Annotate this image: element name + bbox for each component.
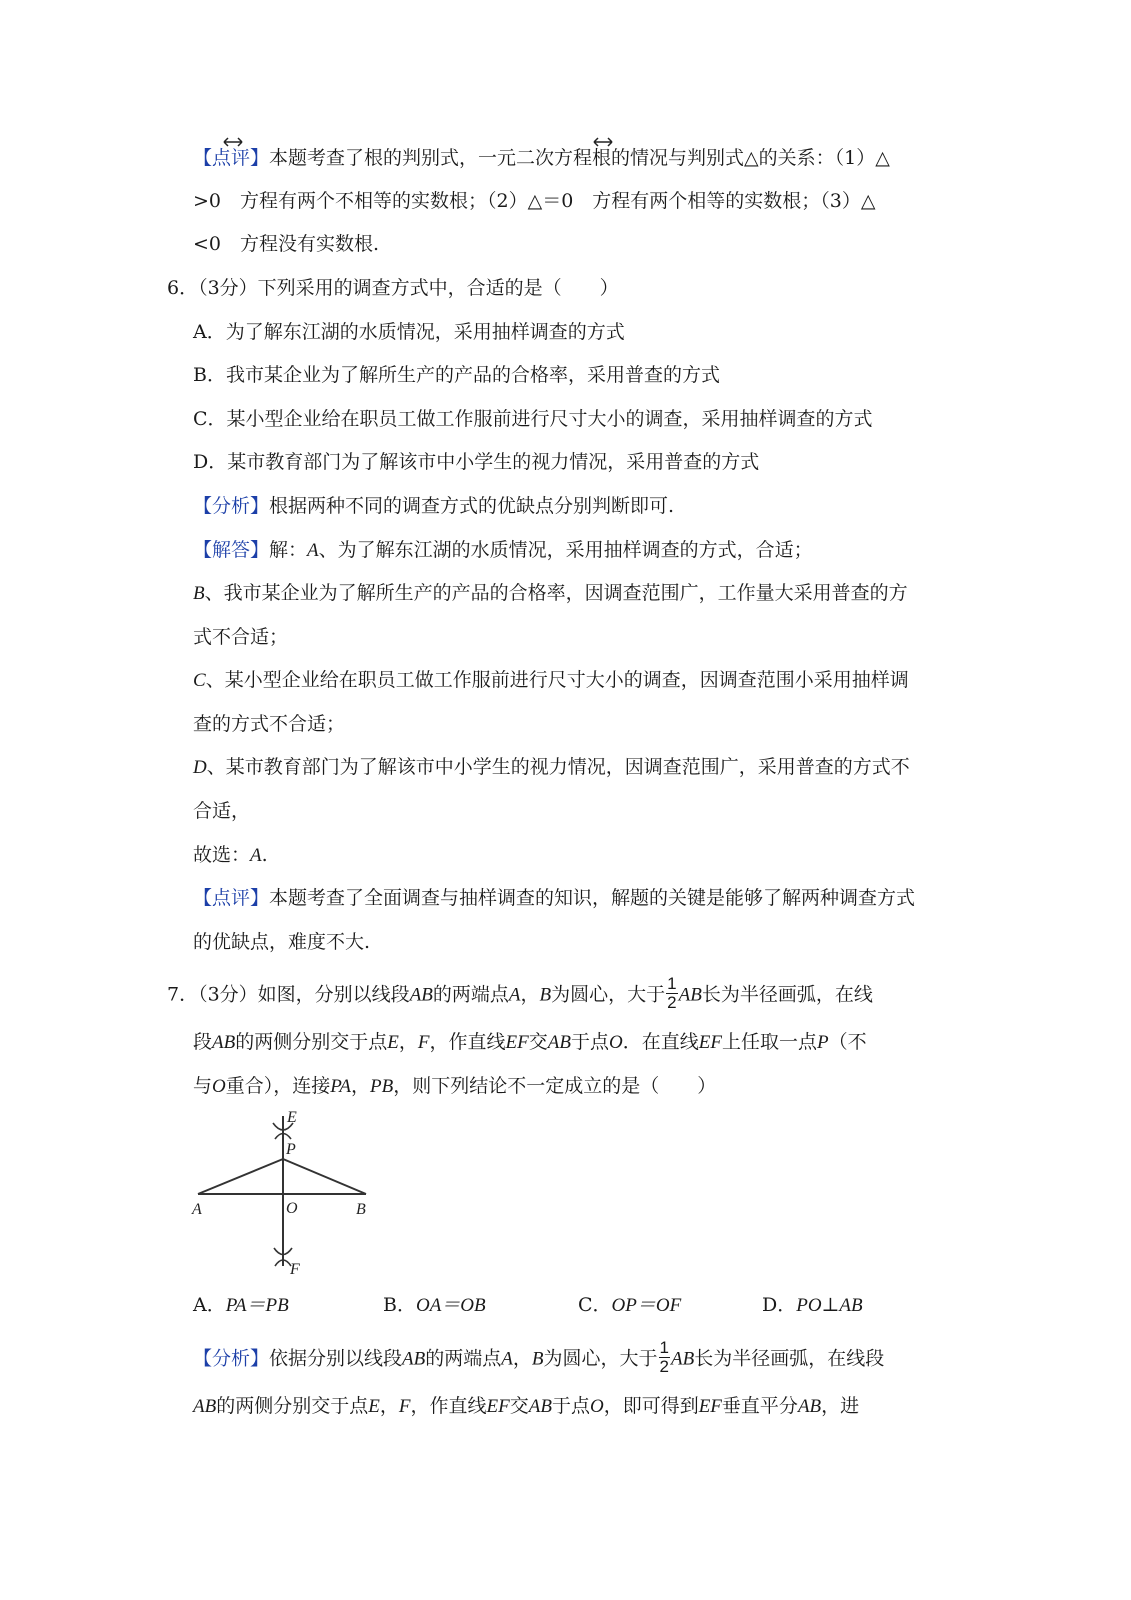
text: 长为半径画弧，在线段 [694,1347,885,1370]
q6-answer-b-2: 式不合适； [193,626,289,648]
q6-review-2: 的优缺点，难度不大. [193,931,371,953]
q7-option-d [762,1293,863,1318]
text: ．在直线 [622,1031,699,1053]
letter: A [250,845,262,866]
q6-option-a: A．为了解东江湖的水质情况，采用抽样调查的方式 [193,321,625,343]
text: 7．（3分）如图，分别以线段 [167,983,410,1006]
math: A [508,984,521,1006]
q6-answer-a [193,538,813,563]
text: ，则下列结论不一定成立的是（ ） [393,1075,717,1097]
text: ， [512,1347,532,1370]
label-b: B [356,1201,366,1218]
math: PO⊥AB [796,1295,863,1316]
q5-review-line-3: <0 方程没有实数根. [193,233,380,255]
text: 的两侧分别交于点 [235,1031,388,1053]
text: ，作直线 [410,1395,487,1417]
label-o: O [286,1200,298,1217]
text: ， [520,983,540,1006]
text: ， [398,1031,418,1053]
text: A． [193,1294,226,1316]
math: B [539,984,552,1006]
math: EF [505,1032,529,1053]
text: 垂直平分 [721,1395,798,1417]
math: OA＝OB [415,1295,486,1316]
text: 于点 [570,1031,609,1053]
q6-answer-c-1 [193,668,909,693]
text: 本题考查了全面调查与抽样调查的知识，解题的关键是能够了解两种调查方式 [269,887,916,909]
math: EF [486,1396,510,1417]
math: AB [547,1032,571,1053]
denominator: 2 [659,1357,669,1376]
letter: A [307,540,319,561]
math: AB [409,984,433,1006]
q5-review-line-2: >0 方程有两个不相等的实数根；（2）△＝0 方程有两个相等的实数根；（3）△ [193,190,876,212]
label-f: F [290,1261,300,1278]
text: . [261,844,268,866]
q7-stem-line-2 [193,1030,867,1055]
text: ，作直线 [429,1031,506,1053]
segment-pb [283,1159,366,1194]
math: O [212,1076,226,1097]
label-p: P [286,1141,296,1158]
denominator: 2 [667,993,677,1012]
q6-answer-d-2: 合适， [193,800,251,822]
text: 于点 [551,1395,590,1417]
math: OP＝OF [611,1295,682,1316]
text: 与 [193,1075,213,1097]
q6-answer-d-1 [193,755,910,780]
q6-choice [193,843,268,868]
text: 重合），连接 [225,1075,331,1097]
q6-stem: 6．（3分）下列采用的调查方式中，合适的是（ ） [167,277,619,299]
math: AB [678,984,702,1006]
letter: C [193,670,206,691]
q7-option-a [193,1293,289,1318]
math: AB [193,1396,217,1417]
text: 段 [193,1031,213,1053]
q6-review-1 [193,886,915,910]
q6-option-b: B．我市某企业为了解所生产的产品的合格率，采用普查的方式 [193,364,720,386]
math: B [531,1348,544,1370]
math: A [501,1348,513,1370]
numerator: 1 [667,974,677,993]
text: 故选： [193,844,251,866]
text: 交 [509,1395,529,1417]
text: ， [351,1075,371,1097]
q7-option-c [578,1293,681,1318]
text: 解： [269,539,308,561]
answer-tag: 【解答】 [193,539,270,561]
math: AB [402,1348,426,1370]
text: C． [578,1294,612,1316]
fraction [666,975,677,1012]
math: E [368,1396,380,1417]
q7-analysis-line-2 [193,1394,859,1419]
text: 上任取一点 [721,1031,817,1053]
math: O [589,1396,604,1417]
text: D． [762,1294,797,1316]
letter: D [193,757,207,778]
letter: B [193,583,205,604]
text: ， [379,1395,399,1417]
math: PA [330,1076,352,1097]
q6-option-c: C．某小型企业给在职员工做工作服前进行尺寸大小的调查，采用抽样调查的方式 [193,408,873,430]
numerator: 1 [659,1338,669,1357]
text: 为圆心，大于 [551,983,666,1006]
math: AB [797,1396,822,1417]
segment-pa [198,1159,283,1194]
math: AB [670,1348,695,1370]
q7-stem-line-3 [193,1074,716,1099]
math: F [398,1396,411,1417]
math: F [417,1032,430,1053]
q7-geometry-figure [186,1106,386,1282]
math: E [387,1032,399,1053]
text: 交 [528,1031,548,1053]
math: PA＝PB [225,1295,289,1316]
math: EF [698,1396,722,1417]
q7-stem-line-1 [167,974,873,1014]
review-tag: 【点评】 [193,887,270,909]
text: 的两端点 [432,983,509,1006]
q6-answer-c-2: 查的方式不合适； [193,713,346,735]
q5-review-line-1 [193,146,890,170]
q6-analysis [193,494,674,518]
label-e: E [287,1109,297,1126]
q7-option-b [383,1293,486,1318]
text: ，进 [821,1395,860,1417]
analysis-tag: 【分析】 [193,495,270,517]
text: （不 [828,1031,867,1053]
text: 、某市教育部门为了解该市中小学生的视力情况，因调查范围广，采用普查的方式不 [206,756,910,778]
analysis-tag: 【分析】 [193,1347,270,1370]
text: 本题考查了根的判别式，一元二次方程根的情况与判别式△的关系：（1）△ [269,147,890,169]
text: 的两端点 [425,1347,502,1370]
q7-analysis-line-1 [193,1338,885,1378]
text: 的两侧分别交于点 [216,1395,369,1417]
math: P [816,1032,829,1053]
text: 为圆心，大于 [543,1347,658,1370]
review-tag: 【点评】 [193,147,270,169]
math: O [608,1032,623,1053]
text: 、某小型企业给在职员工做工作服前进行尺寸大小的调查，因调查范围小采用抽样调 [205,669,909,691]
label-a: A [192,1201,202,1218]
text: ，即可得到 [603,1395,699,1417]
math: AB [212,1032,236,1053]
math: PB [370,1076,394,1097]
q6-answer-b-1 [193,581,908,606]
text: B． [383,1294,416,1316]
text: 、我市某企业为了解所生产的产品的合格率，因调查范围广，工作量大采用普查的方 [204,582,908,604]
text: 、为了解东江湖的水质情况，采用抽样调查的方式，合适； [318,539,813,561]
text: 长为半径画弧，在线 [701,983,873,1006]
text: 依据分别以线段 [269,1347,403,1370]
fraction [659,1339,670,1376]
math: AB [528,1396,552,1417]
text: 根据两种不同的调查方式的优缺点分别判断即可. [269,495,675,517]
q6-option-d: D．某市教育部门为了解该市中小学生的视力情况，采用普查的方式 [193,451,760,473]
math: EF [698,1032,722,1053]
